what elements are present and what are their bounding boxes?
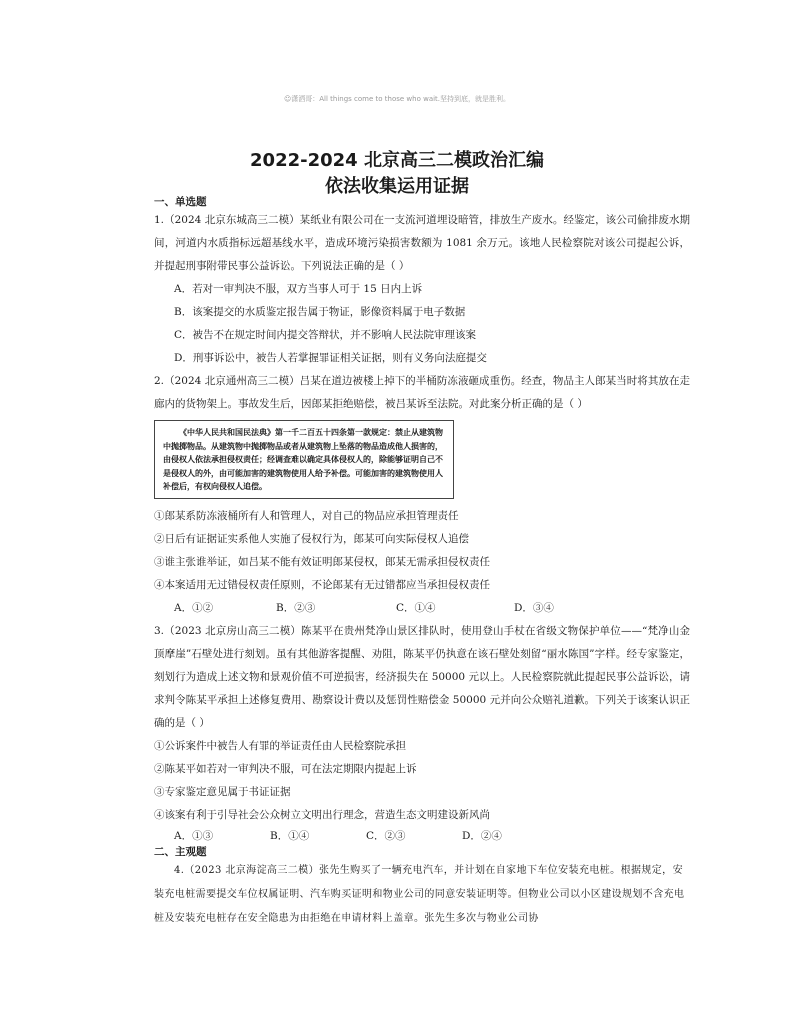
section-heading-subjective: 二、主观题 xyxy=(154,845,207,858)
question-2-statement-3: ③谁主张谁举证，如吕某不能有效证明郎某侵权，郎某无需承担侵权责任 xyxy=(154,555,490,568)
question-2-choices xyxy=(154,597,690,620)
question-3-statement-3: ③专家鉴定意见属于书证证据 xyxy=(154,785,291,798)
question-3-choice-d: D．②④ xyxy=(462,829,502,842)
question-1-option-a: A．若对一审判决不服，双方当事人可于 15 日内上诉 xyxy=(174,283,423,295)
question-3-statement-2: ②陈某平如若对一审判决不服，可在法定期限内提起上诉 xyxy=(154,762,417,775)
question-3-statement-1: ①公诉案件中被告人有罪的举证责任由人民检察院承担 xyxy=(154,739,406,752)
document-body xyxy=(154,196,690,931)
question-2-statement-4: ④本案适用无过错侵权责任原则，不论郎某有无过错都应当承担侵权责任 xyxy=(154,578,490,591)
question-2-choice-c: C．①④ xyxy=(396,601,436,614)
civil-code-excerpt-box: 《中华人民共和国民法典》第一千二百五十四条第一款规定：禁止从建筑物中抛掷物品。从建筑物中抛掷物品或者从建筑物上坠落的物品造成他人损害的，由侵权人依法承担侵权责任；经调查难以确定具体侵权人的，除能够证明自己不是侵权人的外，由可能加害的建筑物使用人给予补偿。可能加害的建筑物使用人补偿后，有权向侵权人追偿。 xyxy=(154,420,454,499)
question-2-stem: 2.（2024 北京通州高三二模）吕某在道边被楼上掉下的半桶防冻液砸成重伤。经查，物品主人郎某当时将其放在走廊内的货物架上。事故发生后，因郎某拒绝赔偿，被吕某诉至法院。对此案分析正确的是（ ） xyxy=(154,375,690,410)
question-2-statement-1: ①郎某系防冻液桶所有人和管理人，对自己的物品应承担管理责任 xyxy=(154,509,459,522)
question-3-choices xyxy=(154,827,690,846)
question-3-choice-c: C．②③ xyxy=(366,829,406,842)
question-2-choice-b: B．②③ xyxy=(276,601,316,614)
question-4-stem: 4.（2023 北京海淀高三二模）张先生购买了一辆充电汽车，并计划在自家地下车位安装充电桩。根据规定，安装充电桩需要提交车位权属证明、汽车购买证明和物业公司的同意安装证明等。但物业公司以小区建设规划不含充电桩及安装充电桩存在安全隐患为由拒绝在申请材料上盖章。张先生多次与物业公司协 xyxy=(154,864,685,924)
question-3-statement-4: ④该案有利于引导社会公众树立文明出行理念，营造生态文明建设新风尚 xyxy=(154,808,490,821)
watermark: ☺潇洒哥：All things come to those who wait.坚持到底，就是胜利。 xyxy=(283,95,511,103)
question-1-option-c: C．被告不在规定时间内提交答辩状，并不影响人民法院审理该案 xyxy=(174,329,477,341)
question-2-choice-a: A．①② xyxy=(174,601,214,614)
question-3-choice-b: B．①④ xyxy=(270,829,310,842)
question-3-choice-a: A．①③ xyxy=(174,829,214,842)
question-1-stem: 1.（2024 北京东城高三二模）某纸业有限公司在一支流河道埋设暗管，排放生产废水。经鉴定，该公司偷排废水期间，河道内水质指标远超基线水平，造成环境污染损害数额为 1081 余万元。该地人民检察院对该公司提起公诉，并提起刑事附带民事公益诉讼。下列说法正确的是（ ） xyxy=(154,214,690,272)
document-subtitle: 依法收集运用证据 xyxy=(325,176,469,197)
section-heading-single-choice: 一、单选题 xyxy=(154,196,207,208)
question-3-stem: 3.（2023 北京房山高三二模）陈某平在贵州梵净山景区排队时，使用登山手杖在省级文物保护单位——“梵净山金顶摩崖”石壁处进行刻划。虽有其他游客提醒、劝阻，陈某平仍执意在该石壁处刻留“丽水陈国”字样。经专家鉴定，刻划行为造成上述文物和景观价值不可逆损害，经济损失在 50000 元以上。人民检察院就此提起民事公益诉讼，请求判令陈某平承担上述修复费用、勘察设计费以及惩罚性赔偿金 50000 元并向公众赔礼道歉。下列关于该案认识正确的是（ ） xyxy=(154,624,690,729)
document-title: 2022-2024 北京高三二模政治汇编 xyxy=(250,150,544,171)
question-2-choice-d: D．③④ xyxy=(514,601,554,614)
question-2-statement-2: ②日后有证据证实系他人实施了侵权行为，郎某可向实际侵权人追偿 xyxy=(154,532,469,545)
question-1-option-d: D．刑事诉讼中，被告人若掌握罪证相关证据，则有义务向法庭提交 xyxy=(174,352,487,364)
question-1-option-b: B．该案提交的水质鉴定报告属于物证，影像资料属于电子数据 xyxy=(174,306,466,318)
